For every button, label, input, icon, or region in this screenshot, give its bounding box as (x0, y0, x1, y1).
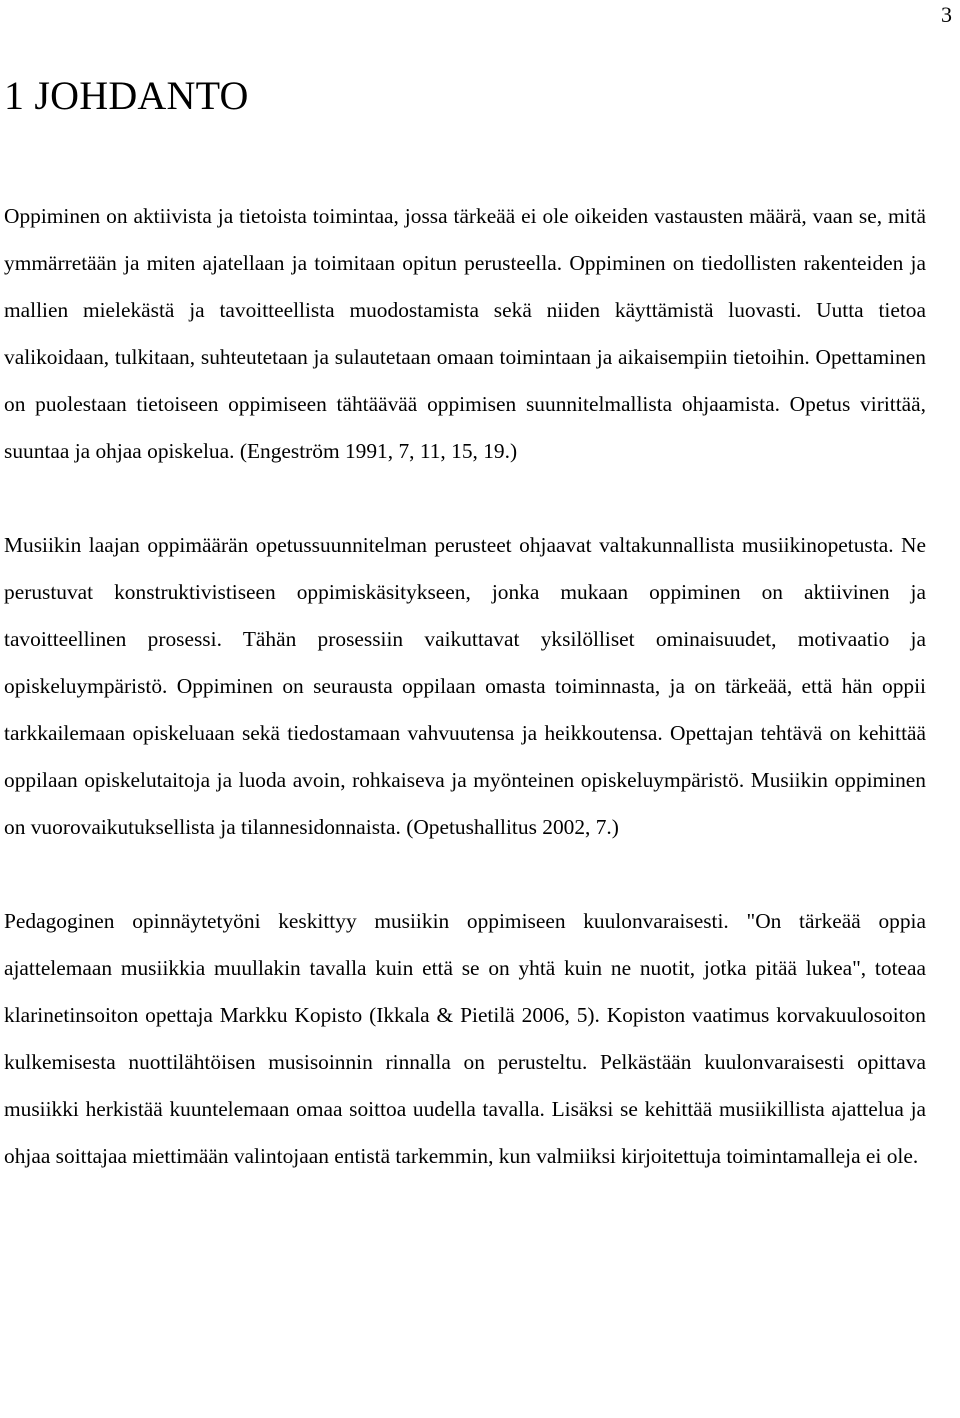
body-text (4, 193, 926, 1180)
paragraph-1: Oppiminen on aktiivista ja tietoista toimintaa, jossa tärkeää ei ole oikeiden vastausten määrä, vaan se, mitä ymmärretään ja miten ajatellaan ja toimitaan opitun perusteella. Oppiminen on tiedollisten rakenteiden ja mallien mielekästä ja tavoitteellista muodostamista sekä niiden käyttämistä luovasti. Uutta tietoa valikoidaan, tulkitaan, suhteutetaan ja sulautetaan omaan toimintaan ja aikaisempiin tietoihin. Opettaminen on puolestaan tietoiseen oppimiseen tähtäävää oppimisen suunnitelmallista ohjaamista. Opetus virittää, suuntaa ja ohjaa opiskelua. (Engeström 1991, 7, 11, 15, 19.) (4, 204, 926, 463)
chapter-heading: 1 JOHDANTO (4, 73, 249, 118)
paragraph-2: Musiikin laajan oppimäärän opetussuunnitelman perusteet ohjaavat valtakunnallista musiikinopetusta. Ne perustuvat konstruktivistiseen oppimiskäsitykseen, jonka mukaan oppiminen on aktiivinen ja tavoitteellinen prosessi. Tähän prosessiin vaikuttavat yksilölliset ominaisuudet, motivaatio ja opiskeluympäristö. Oppiminen on seurausta oppilaan omasta toiminnasta, ja on tärkeää, että hän oppii tarkkailemaan opiskeluaan sekä tiedostamaan vahvuutensa ja heikkoutensa. Opettajan tehtävä on kehittää oppilaan opiskelutaitoja ja luoda avoin, rohkaiseva ja myönteinen opiskeluympäristö. Musiikin oppiminen on vuorovaikutuksellista ja tilannesidonnaista. (Opetushallitus 2002, 7.) (4, 533, 926, 839)
page-number: 3 (941, 2, 952, 27)
paragraph-3: Pedagoginen opinnäytetyöni keskittyy musiikin oppimiseen kuulonvaraisesti. "On tärkeää oppia ajattelemaan musiikkia muullakin tavalla kuin että se on yhtä kuin ne nuotit, jotka pitää lukea", toteaa klarinetinsoiton opettaja Markku Kopisto (Ikkala & Pietilä 2006, 5). Kopiston vaatimus korvakuulosoiton kulkemisesta nuottilähtöisen musisoinnin rinnalla on perusteltu. Pelkästään kuulonvaraisesti opittava musiikki herkistää kuuntelemaan omaa soittoa uudella tavalla. Lisäksi se kehittää musiikillista ajattelua ja ohjaa soittajaa miettimään valintojaan entistä tarkemmin, kun valmiiksi kirjoitettuja toimintamalleja ei ole. (4, 909, 926, 1168)
